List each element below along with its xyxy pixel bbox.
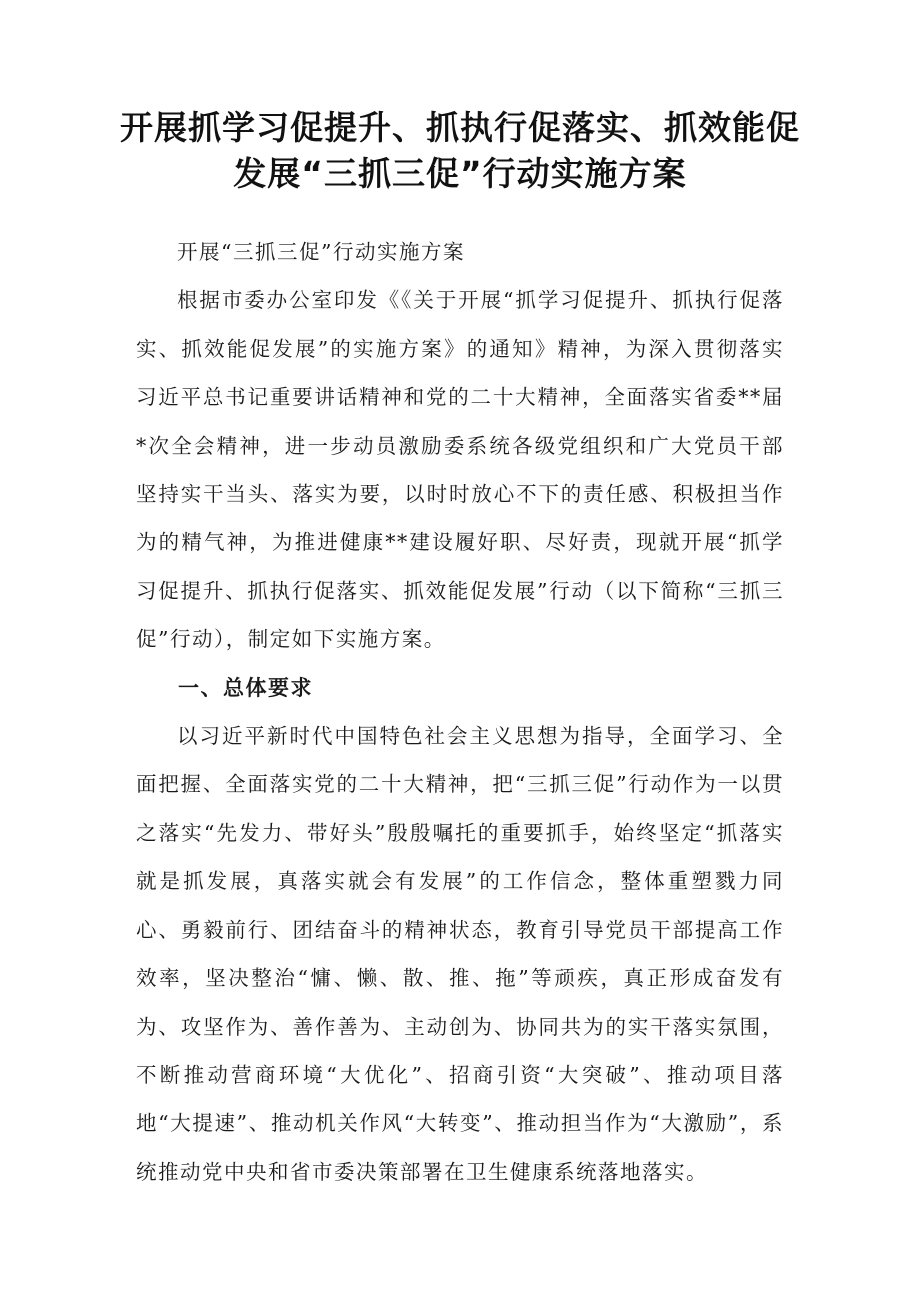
- section-1-paragraph: 以习近平新时代中国特色社会主义思想为指导，全面学习、全面把握、全面落实党的二十大精神，把“三抓三促”行动作为一以贯之落实“先发力、带好头”殷殷嘱托的重要抓手，始终坚定“抓落实就是抓发展，真落实就会有发展”的工作信念，整体重塑戮力同心、勇毅前行、团结奋斗的精神状态，教育引导党员干部提高工作效率，坚决整治“慵、懒、散、推、拖”等顽疾，真正形成奋发有为、攻坚作为、善作善为、主动创为、协同共为的实干落实氛围，不断推动营商环境“大优化”、招商引资“大突破”、推动项目落地“大提速”、推动机关作风“大转变”、推动担当作为“大激励”，系统推动党中央和省市委决策部署在卫生健康系统落地落实。: [136, 724, 784, 1184]
- document-body: [136, 228, 784, 1196]
- document-subtitle: 开展“三抓三促”行动实施方案: [177, 240, 465, 264]
- document-title-line-2: 发展“三抓三促”行动实施方案: [233, 154, 687, 193]
- document-title-line-1: 开展抓学习促提升、抓执行促落实、抓效能促: [120, 108, 800, 147]
- section-1-heading: 一、总体要求: [178, 675, 313, 700]
- intro-paragraph: 根据市委办公室印发《《关于开展“抓学习促提升、抓执行促落实、抓效能促发展”的实施方案》的通知》精神，为深入贯彻落实习近平总书记重要讲话精神和党的二十大精神，全面落实省委**届*次全会精神，进一步动员激励委系统各级党组织和广大党员干部坚持实干当头、落实为要，以时时放心不下的责任感、积极担当作为的精气神，为推进健康**建设履好职、尽好责，现就开展“抓学习促提升、抓执行促落实、抓效能促发展”行动（以下简称“三抓三促”行动），制定如下实施方案。: [136, 288, 784, 652]
